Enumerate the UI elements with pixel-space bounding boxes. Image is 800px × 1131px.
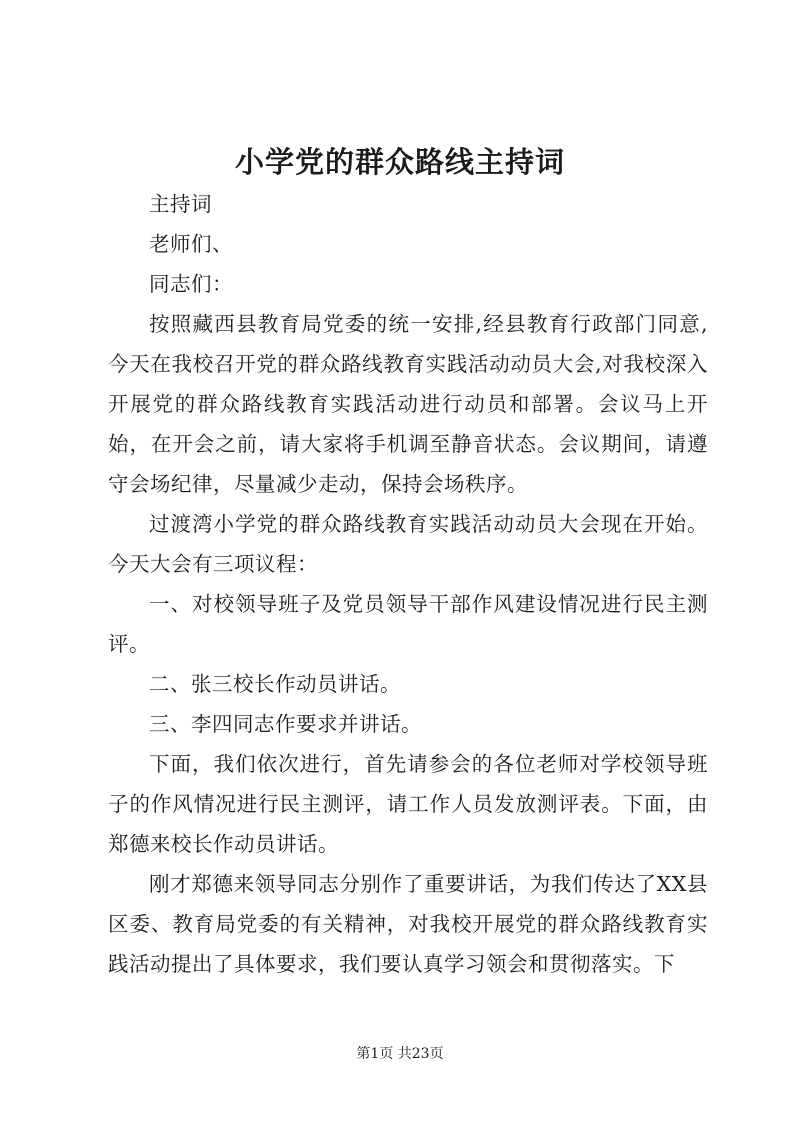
paragraph-agenda-item-1: 一、对校领导班子及党员领导干部作风建设情况进行民主测评。 <box>108 592 708 656</box>
paragraph-opening: 按照藏西县教育局党委的统一安排,经县教育行政部门同意,今天在我校召开党的群众路线教育实践活动动员大会,对我校深入开展党的群众路线教育实践活动进行动员和部署。会议马上开始，在开会之前，请大家将手机调至静音状态。会议期间，请遵守会场纪律，尽量减少走动，保持会场秩序。 <box>108 312 708 496</box>
paragraph-salutation-comrades: 同志们： <box>149 272 233 296</box>
paragraph-heading-host: 主持词 <box>149 192 212 216</box>
paragraph-agenda-item-2: 二、张三校长作动员讲话。 <box>149 672 401 696</box>
page-number-footer: 第1页 共23页 <box>356 1046 444 1062</box>
document-title: 小学党的群众路线主持词 <box>234 145 565 179</box>
paragraph-proceedings: 下面，我们依次进行，首先请参会的各位老师对学校领导班子的作风情况进行民主测评，请工作人员发放测评表。下面，由郑德来校长作动员讲话。 <box>108 752 708 856</box>
paragraph-salutation-teachers: 老师们、 <box>149 232 233 256</box>
document-body <box>108 184 708 984</box>
paragraph-summary: 刚才郑德来领导同志分别作了重要讲话，为我们传达了XX县区委、教育局党委的有关精神，对我校开展党的群众路线教育实践活动提出了具体要求，我们要认真学习领会和贯彻落实。下 <box>108 872 708 976</box>
paragraph-meeting-start: 过渡湾小学党的群众路线教育实践活动动员大会现在开始。今天大会有三项议程： <box>108 512 708 576</box>
paragraph-agenda-item-3: 三、李四同志作要求并讲话。 <box>149 712 422 736</box>
